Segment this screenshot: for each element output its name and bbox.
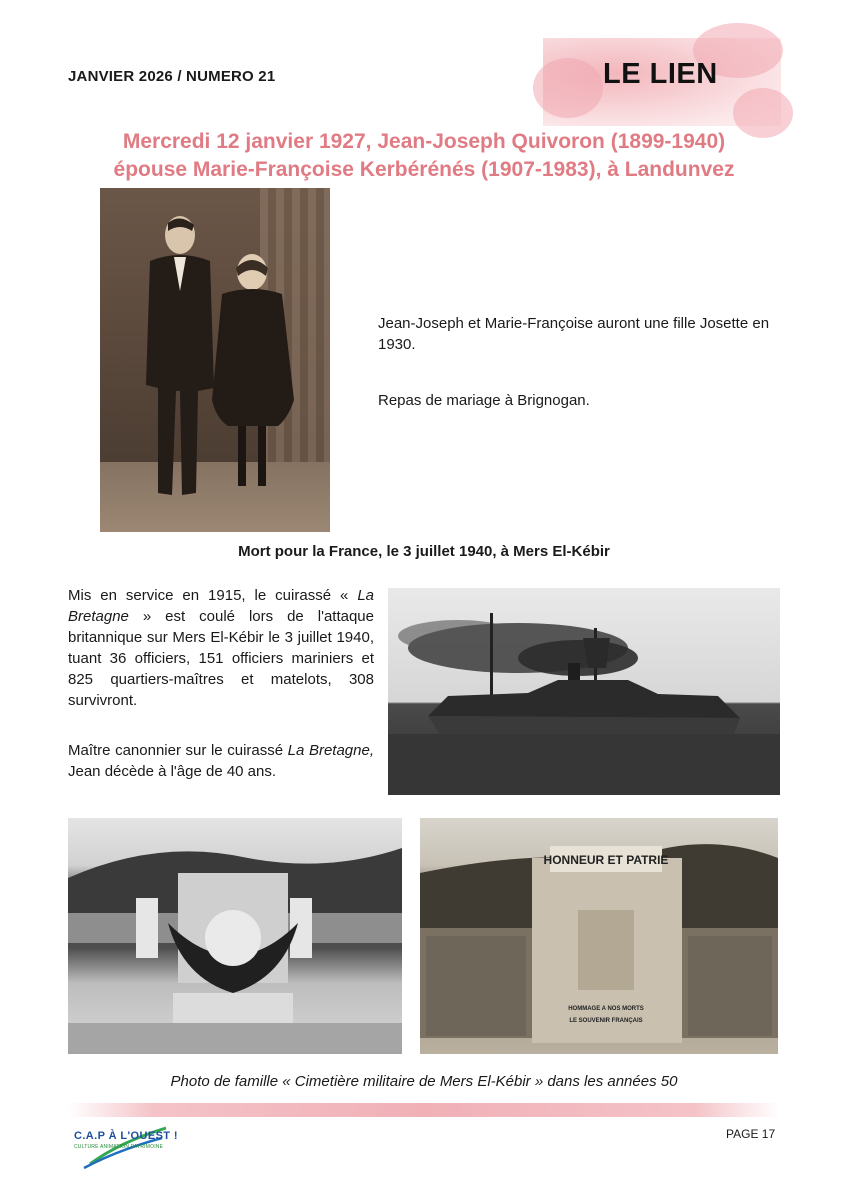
wedding-photo xyxy=(100,188,330,532)
issue-label: JANVIER 2026 / NUMERO 21 xyxy=(68,68,276,85)
masthead xyxy=(543,38,781,126)
monument-plaque-1: HOMMAGE A NOS MORTS xyxy=(568,1006,644,1012)
cemetery-photo-2 xyxy=(420,818,778,1054)
photo-caption: Photo de famille « Cimetière militaire de Mers El-Kébir » dans les années 50 xyxy=(170,1073,678,1090)
article-title xyxy=(40,128,808,184)
wedding-text-meal: Repas de mariage à Brignogan. xyxy=(378,392,590,409)
title-line-2: épouse Marie-Françoise Kerbérénés (1907-1983), à Landunvez xyxy=(113,158,735,181)
monument-plaque-2: LE SOUVENIR FRANÇAIS xyxy=(569,1018,643,1024)
cap-logo xyxy=(70,1120,190,1172)
bride-figure xyxy=(208,250,296,500)
battleship-photo xyxy=(388,588,780,795)
title-line-1: Mercredi 12 janvier 1927, Jean-Joseph Quivoron (1899-1940) xyxy=(122,130,726,153)
rank-paragraph: Maître canonnier sur le cuirassé La Bretagne, Jean décède à l'âge de 40 ans. xyxy=(68,742,374,780)
wedding-text-child: Jean-Joseph et Marie-Françoise auront une fille Josette en 1930. xyxy=(378,315,770,353)
section-heading: Mort pour la France, le 3 juillet 1940, à Mers El-Kébir xyxy=(238,543,610,560)
page-number: PAGE 17 xyxy=(726,1127,776,1141)
publication-title: LE LIEN xyxy=(603,58,718,90)
monument-inscription: HONNEUR ET PATRIE xyxy=(543,853,669,867)
logo-subtext: CULTURE ANIMATION PATRIMOINE xyxy=(74,1144,164,1150)
logo-text: C.A.P À L'OUEST ! xyxy=(74,1130,178,1142)
ship-paragraph: Mis en service en 1915, le cuirassé « La Bretagne » est coulé lors de l'attaque britannique sur Mers El-Kébir le 3 juillet 1940, tuant 36 officiers, 151 officiers mariniers et 825 quartiers-maîtres et matelots, 308 survivront. xyxy=(68,587,374,709)
cemetery-photo-1 xyxy=(68,818,402,1054)
groom-figure xyxy=(140,213,218,503)
footer-band xyxy=(68,1103,780,1117)
